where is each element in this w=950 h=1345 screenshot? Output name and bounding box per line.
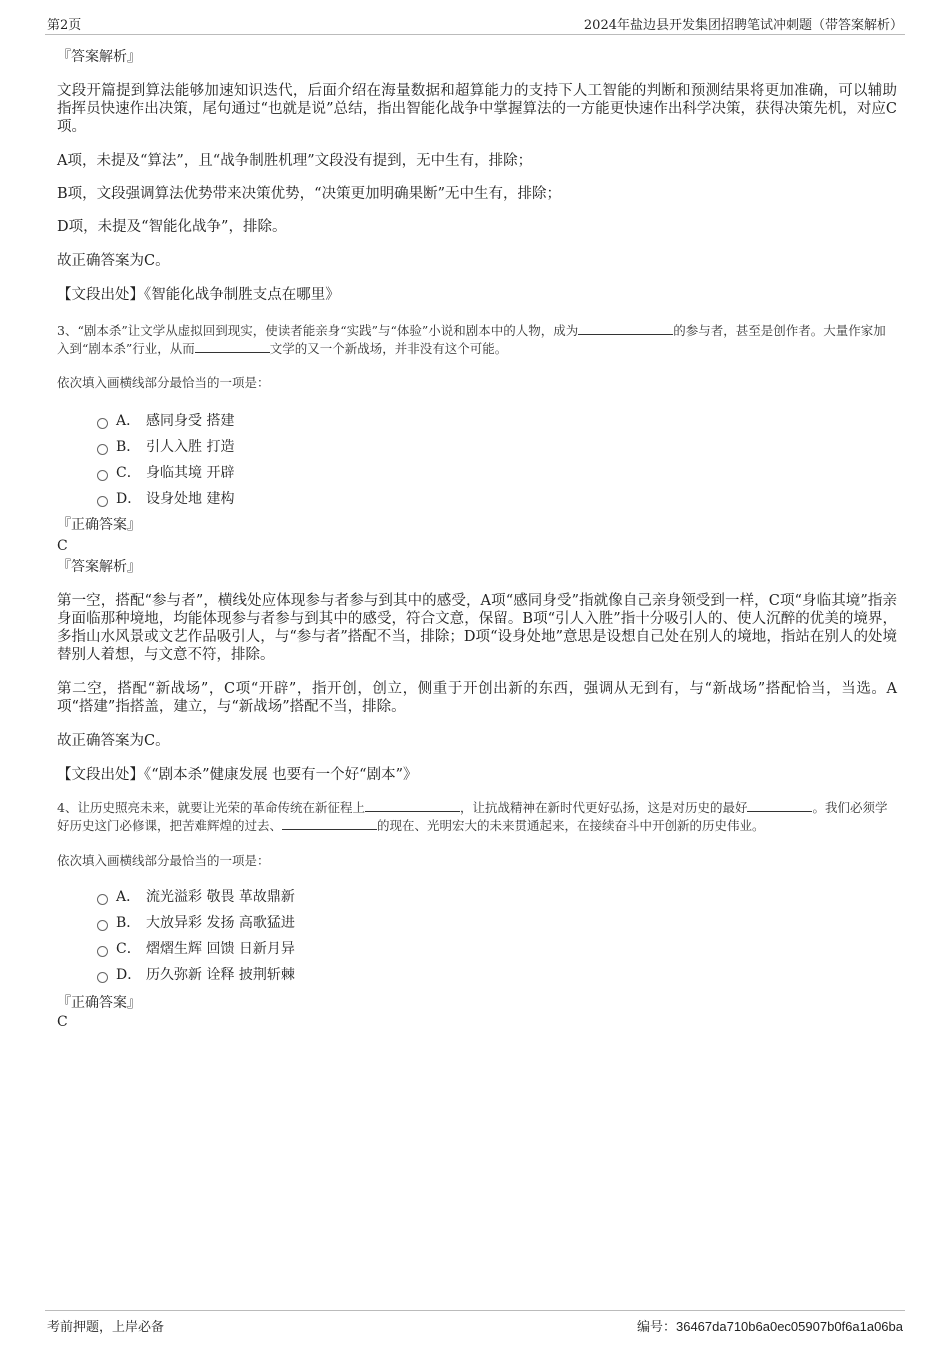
code-value: 36467da710b6a0ec05907b0f6a1a06ba (675, 1319, 903, 1334)
q4-text-d: 的现在、光明宏大的未来贯通起来，在接续奋斗中开创新的历史伟业。 (377, 818, 765, 833)
radio-icon[interactable] (97, 946, 108, 957)
q2-source: 【文段出处】《智能化战争制胜支点在哪里》 (57, 287, 340, 303)
q4-option-d[interactable]: D． 历久弥新 诠释 披荆斩棘 (97, 966, 295, 984)
document-title: 2024年盐边县开发集团招聘笔试冲刺题（带答案解析） (583, 18, 903, 33)
q4-option-c[interactable]: C． 熠熠生辉 回馈 日新月异 (97, 940, 295, 958)
q4-answer: C (57, 1014, 68, 1030)
analysis-label: 『答案解析』 (57, 49, 141, 65)
q3-blank-2 (195, 340, 270, 353)
q2-analysis-a: A项，未提及“算法”，且“战争制胜机理”文段没有提到，无中生有，排除； (57, 153, 533, 169)
page-footer (45, 1310, 905, 1337)
q3-text-b: 的参与者，甚至是创作者。大量作家加入到“剧本杀”行业，从而 (57, 323, 886, 356)
radio-icon[interactable] (97, 444, 108, 455)
footer-slogan: 考前押题，上岸必备 (47, 1320, 165, 1335)
q3-source: 【文段出处】《“剧本杀”健康发展 也要有一个好“剧本”》 (57, 767, 418, 783)
code-label: 编号： (636, 1320, 676, 1335)
q4-option-a[interactable]: A． 流光溢彩 敬畏 革故鼎新 (97, 888, 295, 906)
q2-analysis-b: B项，文段强调算法优势带来决策优势，“决策更加明确果断”无中生有，排除； (57, 186, 561, 202)
correct-answer-label: 『正确答案』 (57, 995, 141, 1011)
radio-icon[interactable] (97, 920, 108, 931)
q3-analysis-blank-2: 第二空，搭配“新战场”，C项“开辟”，指开创，创立，侧重于开创出新的东西，强调从无到有，与“新战场”搭配恰当，当选。A项“搭建”指搭盖，建立，与“新战场”搭配不当，排除。 (57, 681, 897, 715)
q3-answer: C (57, 538, 68, 554)
q4-text-a: 4、让历史照亮未来，就要让光荣的革命传统在新征程上 (57, 800, 365, 815)
q4-instruction: 依次填入画横线部分最恰当的一项是： (57, 853, 270, 868)
radio-icon[interactable] (97, 418, 108, 429)
q4-stem (57, 799, 897, 835)
page-number: 第2页 (47, 18, 82, 33)
q2-analysis-d: D项，未提及“智能化战争”，排除。 (57, 219, 287, 235)
analysis-label: 『答案解析』 (57, 559, 141, 575)
q3-option-c[interactable]: C． 身临其境 开辟 (97, 464, 234, 482)
q4-blank-2 (747, 799, 812, 812)
q3-option-a[interactable]: A． 感同身受 搭建 (97, 412, 234, 430)
q3-conclusion: 故正确答案为C。 (57, 733, 170, 749)
q3-text-c: 文学的又一个新战场，并非没有这个可能。 (269, 341, 508, 356)
radio-icon[interactable] (97, 972, 108, 983)
q3-analysis-blank-1: 第一空，搭配“参与者”，横线处应体现参与者参与到其中的感受，A项“感同身受”指就像自己亲身领受到一样，C项“身临其境”指亲身面临那种境地，均能体现参与者参与到其中的感受，符合文意，保留。B项“引人入胜”指十分吸引人的、使人沉醉的优美的境界，多指山水风景或文艺作品吸引人，与“参与者”搭配不当，排除；D项“设身处地”意思是设想自己处在别人的境地，指站在别人的处境替别人着想，与文意不符，排除。 (57, 593, 897, 663)
radio-icon[interactable] (97, 894, 108, 905)
q4-option-b[interactable]: B． 大放异彩 发扬 高歌猛进 (97, 914, 295, 932)
q2-analysis-paragraph: 文段开篇提到算法能够加速知识迭代，后面介绍在海量数据和超算能力的支持下人工智能的判断和预测结果将更加准确，可以辅助指挥员快速作出决策，尾句通过“也就是说”总结，指出智能化战争中掌握算法的一方能更快速作出科学决策，获得决策先机，对应C项。 (57, 83, 897, 135)
q3-blank-1 (578, 322, 673, 335)
q4-blank-3 (282, 817, 377, 830)
q2-conclusion: 故正确答案为C。 (57, 253, 170, 269)
q4-text-c: 。我们必须学好历史这门必修课，把苦难辉煌的过去、 (57, 800, 888, 833)
q4-text-b: ，让抗战精神在新时代更好弘扬，这是对历史的最好 (459, 800, 748, 815)
q3-text-a: 3、“剧本杀”让文学从虚拟回到现实，使读者能亲身“实践”与“体验”小说和剧本中的人物，成为 (57, 323, 579, 338)
document-code (637, 1316, 903, 1335)
q4-blank-1 (365, 799, 460, 812)
correct-answer-label: 『正确答案』 (57, 517, 141, 533)
radio-icon[interactable] (97, 496, 108, 507)
q3-option-b[interactable]: B． 引人入胜 打造 (97, 438, 234, 456)
q3-instruction: 依次填入画横线部分最恰当的一项是： (57, 375, 270, 390)
radio-icon[interactable] (97, 470, 108, 481)
page-header (45, 14, 905, 35)
q3-option-d[interactable]: D． 设身处地 建构 (97, 490, 234, 508)
q3-stem (57, 322, 897, 358)
